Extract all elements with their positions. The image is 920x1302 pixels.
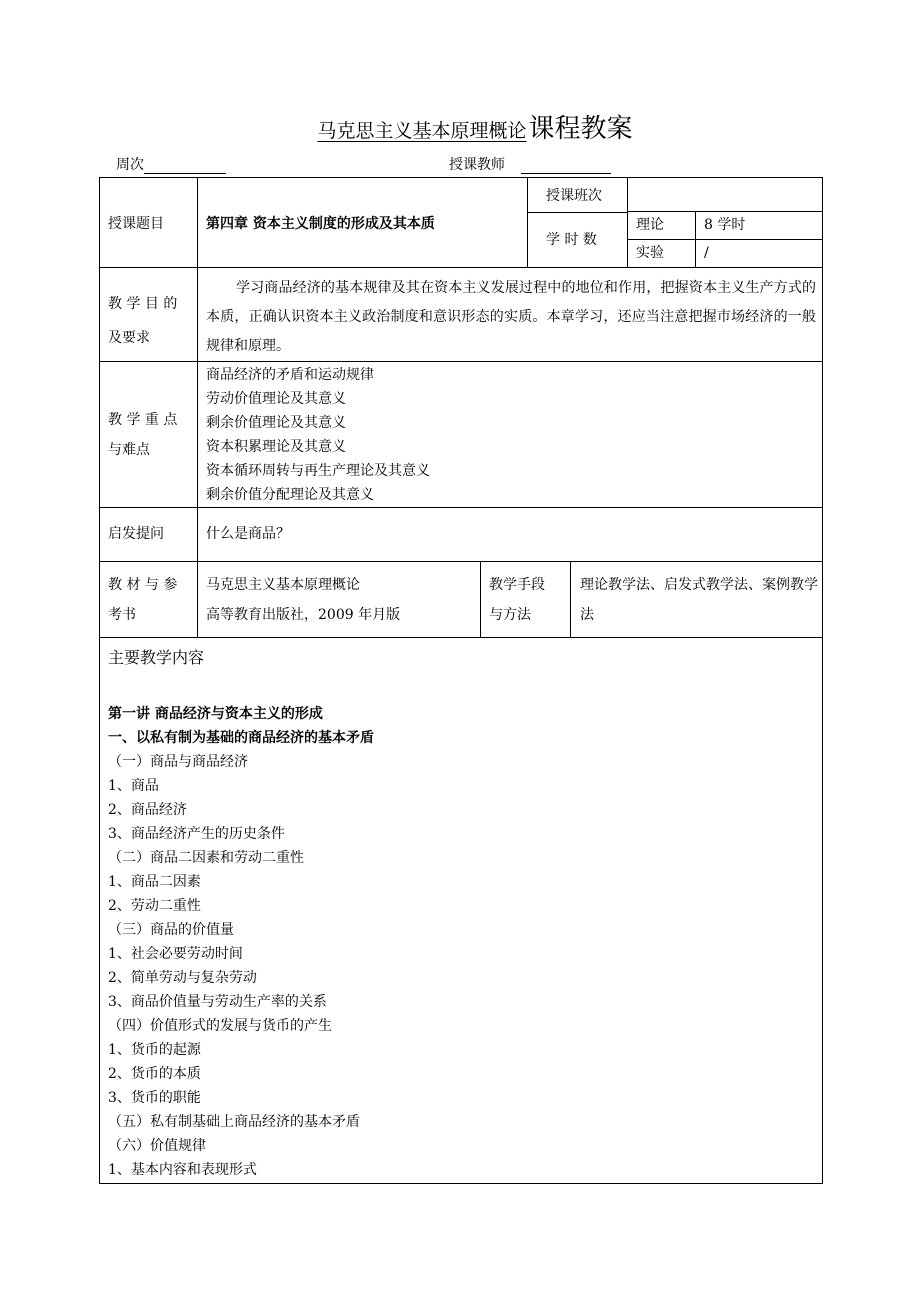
outline-item: 2、劳动二重性 [108,898,201,914]
outline-item: 2、货币的本质 [108,1066,201,1082]
key-point-item: 资本循环周转与再生产理论及其意义 [206,463,430,479]
books-label-line: 教 材 与 参 [108,577,178,593]
grid-line [99,361,823,362]
outline-item: 1、社会必要劳动时间 [108,946,243,962]
books-value [206,570,400,630]
methods-label-line: 教学手段 [489,577,545,593]
page-title [0,108,920,145]
grid-line [627,211,823,212]
outline-item: 2、简单劳动与复杂劳动 [108,970,257,986]
goals-label-line: 教 学 目 的 [108,296,178,312]
outline-item: （一）商品与商品经济 [108,754,248,770]
hours-label: 学 时 数 [546,232,597,248]
week-blank [144,159,226,174]
outline-item: 3、货币的职能 [108,1090,201,1106]
grid-line [99,267,823,268]
theory-value: 8 学时 [704,217,746,233]
key-point-item: 剩余价值分配理论及其意义 [206,487,374,503]
outline-item: 1、货币的起源 [108,1042,201,1058]
topic-label: 授课题目 [108,216,164,232]
main-content-heading: 主要教学内容 [108,648,205,667]
week-field [116,154,226,174]
teacher-blank [521,159,611,174]
outline-item: 3、商品价值量与劳动生产率的关系 [108,994,327,1010]
section-title: 一、以私有制为基础的商品经济的基本矛盾 [108,730,374,746]
key-points-list [206,363,430,507]
outline-item: （五）私有制基础上商品经济的基本矛盾 [108,1114,360,1130]
key-points-label [108,405,177,465]
methods-value: 理论教学法、启发式教学法、案例教学法 [580,577,818,623]
outline-item: （六）价值规律 [108,1138,206,1154]
outline-item: 1、商品 [108,778,159,794]
key-point-item: 劳动价值理论及其意义 [206,391,346,407]
methods-label [489,570,545,630]
topic-value: 第四章 资本主义制度的形成及其本质 [206,216,435,232]
key-point-item: 商品经济的矛盾和运动规律 [206,367,374,383]
lab-value: / [704,245,709,261]
key-point-item: 剩余价值理论及其意义 [206,415,346,431]
key-label-line: 教 学 重 点 [108,412,178,428]
book-publisher: 高等教育出版社，2009 年月版 [206,607,401,623]
outline-item: （二）商品二因素和劳动二重性 [108,850,304,866]
outline-item: 2、商品经济 [108,802,187,818]
grid-line [480,561,481,638]
outline-item: 3、商品经济产生的历史条件 [108,826,285,842]
goals-label [108,287,177,355]
grid-line [527,177,528,268]
course-name: 马克思主义基本原理概论 [317,120,527,142]
week-label: 周次 [116,157,144,173]
title-suffix: 课程教案 [528,114,633,144]
grid-line [627,177,628,268]
books-label [108,570,177,630]
grid-line [527,212,627,213]
grid-line [99,561,823,562]
table-border-right [822,177,823,1184]
methods-label-line: 与方法 [489,607,531,623]
table-border-bottom [99,1183,823,1184]
lab-label: 实验 [636,245,664,261]
teacher-field [449,154,611,174]
outline-item: （三）商品的价值量 [108,922,234,938]
main-content-outline [108,702,374,1182]
grid-line [570,561,571,638]
grid-line [197,177,198,638]
goals-label-line: 及要求 [108,330,150,346]
outline-item: 1、基本内容和表现形式 [108,1162,257,1178]
lecture-title: 第一讲 商品经济与资本主义的形成 [108,706,323,722]
table-border-top [99,177,823,178]
grid-line [627,239,823,240]
grid-line [99,507,823,508]
grid-line [695,211,696,268]
class-label: 授课班次 [546,188,602,204]
grid-line [99,637,823,638]
book-title: 马克思主义基本原理概论 [206,577,360,593]
teacher-label: 授课教师 [449,157,505,173]
question-value: 什么是商品？ [206,526,290,542]
key-label-line: 与难点 [108,442,150,458]
outline-item: （四）价值形式的发展与货币的产生 [108,1018,332,1034]
books-label-line: 考书 [108,607,136,623]
goals-text: 学习商品经济的基本规律及其在资本主义发展过程中的地位和作用，把握资本主义生产方式的本质，正确认识资本主义政治制度和意识形态的实质。本章学习，还应当注意把握市场经济的一般规律和原理。 [206,280,816,354]
key-point-item: 资本积累理论及其意义 [206,439,346,455]
table-border-left [99,177,100,1184]
outline-item: 1、商品二因素 [108,874,201,890]
theory-label: 理论 [636,217,664,233]
question-label: 启发提问 [108,526,164,542]
